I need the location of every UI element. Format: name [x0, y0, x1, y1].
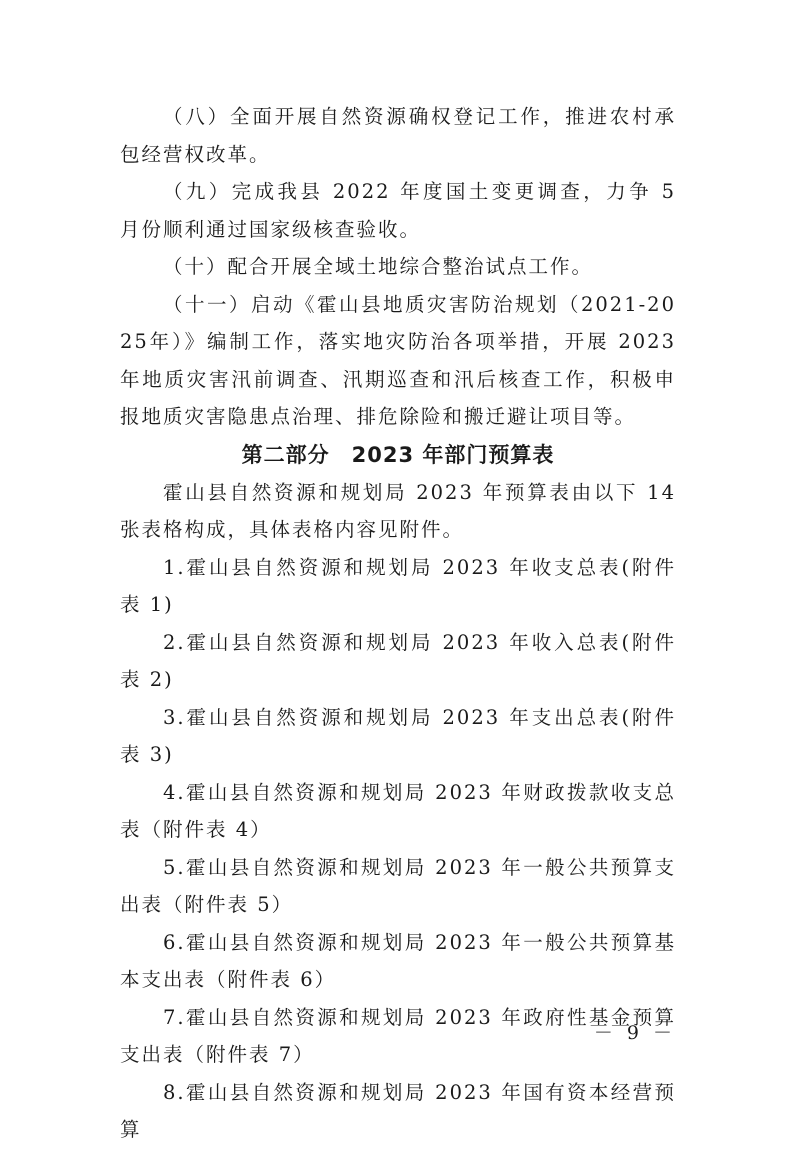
list-item: 4.霍山县自然资源和规划局 2023 年财政拨款收支总表（附件表 4）: [120, 780, 676, 841]
paragraph-item-8: （八）全面开展自然资源确权登记工作，推进农村承包经营权改革。: [120, 105, 676, 166]
paragraph-item-9: （九）完成我县 2022 年度国土变更调查，力争 5 月份顺利通过国家级核查验收。: [120, 180, 676, 241]
page-content: [120, 98, 676, 1149]
intro-paragraph: 霍山县自然资源和规划局 2023 年预算表由以下 14 张表格构成，具体表格内容见附件。: [120, 480, 676, 541]
list-item: 8.霍山县自然资源和规划局 2023 年国有资本经营预算: [120, 1080, 676, 1141]
paragraph-item-10: （十）配合开展全域土地综合整治试点工作。: [163, 255, 594, 278]
list-item: 5.霍山县自然资源和规划局 2023 年一般公共预算支出表（附件表 5）: [120, 855, 676, 916]
list-item: 1.霍山县自然资源和规划局 2023 年收支总表(附件表 1): [120, 555, 676, 616]
paragraph-item-11: （十一）启动《霍山县地质灾害防治规划（2021-2025年）》编制工作，落实地灾防治各项举措，开展 2023 年地质灾害汛前调查、汛期巡查和汛后核查工作，积极申报地质灾害隐患点治理、排危除险和搬迁避让项目等。: [120, 292, 676, 428]
page-number: － 9 －: [593, 1022, 676, 1044]
list-item: 7.霍山县自然资源和规划局 2023 年政府性基金预算支出表（附件表 7）: [120, 1005, 676, 1066]
list-item: 6.霍山县自然资源和规划局 2023 年一般公共预算基本支出表（附件表 6）: [120, 930, 676, 991]
list-item: 3.霍山县自然资源和规划局 2023 年支出总表(附件表 3): [120, 705, 676, 766]
list-item: 2.霍山县自然资源和规划局 2023 年收入总表(附件表 2): [120, 630, 676, 691]
section-heading: 第二部分 2023 年部门预算表: [241, 442, 555, 467]
